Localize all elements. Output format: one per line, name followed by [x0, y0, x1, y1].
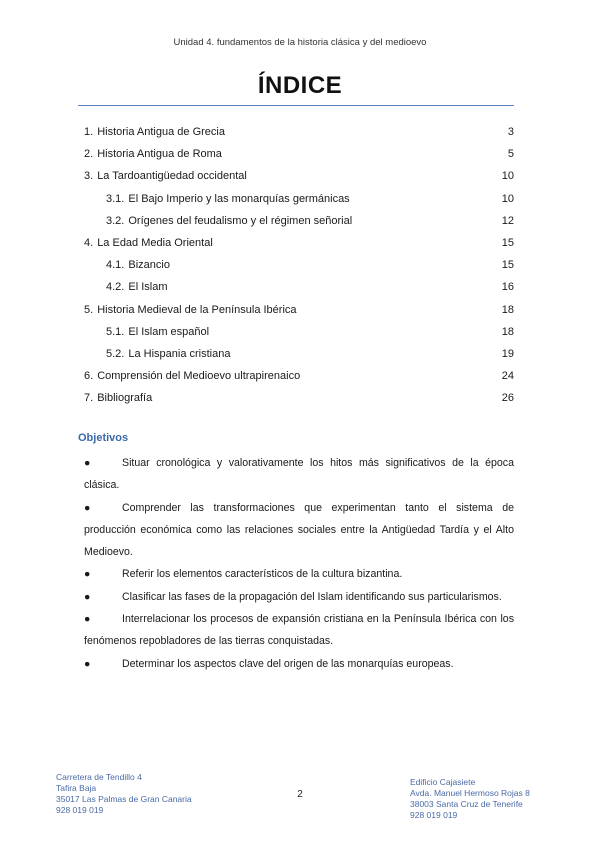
footer-address-right: [410, 777, 530, 821]
toc-number: 2.: [84, 148, 94, 161]
toc-label: Historia Medieval de la Península Ibérica: [97, 303, 297, 316]
objective-item: [84, 497, 514, 564]
toc-number: 7.: [84, 392, 94, 405]
toc-number: 5.1.: [106, 325, 125, 338]
toc-label: Historia Antigua de Grecia: [97, 126, 225, 139]
toc-number: 3.: [84, 170, 94, 183]
toc-number: 4.2.: [106, 281, 125, 294]
toc-entry-4-2[interactable]: [84, 276, 514, 298]
toc-number: 5.: [84, 303, 94, 316]
toc-entry-5[interactable]: [84, 299, 514, 321]
objective-text: Situar cronológica y valorativamente los hitos más significativos de la época clásica.: [84, 457, 514, 492]
objective-text: Comprender las transformaciones que experimentan tanto el sistema de producción económica como las relaciones sociales entre la Antigüedad Tardía y el Alto Medioevo.: [84, 501, 514, 559]
page-number: 2: [297, 789, 303, 800]
objective-text: Interrelacionar los procesos de expansión cristiana en la Península Ibérica con los fenómenos repobladores de las tierras conquistadas.: [84, 613, 514, 648]
toc-entry-1[interactable]: [84, 121, 514, 143]
objectives-list: [84, 452, 514, 675]
toc-label: La Edad Media Oriental: [97, 237, 213, 250]
toc-entry-3[interactable]: [84, 165, 514, 187]
bullet-icon: ●: [84, 457, 91, 469]
toc-label: Comprensión del Medioevo ultrapirenaico: [97, 370, 301, 383]
toc-label: El Islam español: [128, 325, 210, 338]
toc-entry-4-1[interactable]: [84, 254, 514, 276]
toc-label: Historia Antigua de Roma: [97, 148, 222, 161]
bullet-icon: ●: [84, 657, 91, 670]
toc-number: 6.: [84, 370, 94, 383]
footer-line: Avda. Manuel Hermoso Rojas 8: [410, 788, 530, 798]
toc-label: Bibliografía: [97, 392, 153, 405]
objective-item: [84, 608, 514, 653]
toc-page: 19: [501, 347, 514, 360]
toc-label: El Islam: [128, 281, 168, 294]
toc-entry-6[interactable]: [84, 365, 514, 387]
toc-page: 18: [501, 303, 514, 316]
footer-line: Edificio Cajasiete: [410, 777, 476, 787]
toc-page: 12: [501, 214, 514, 227]
toc-page: 3: [507, 126, 514, 139]
toc-label: La Tardoantigüedad occidental: [97, 170, 247, 183]
page-title: ÍNDICE: [257, 72, 343, 99]
footer-line: 38003 Santa Cruz de Tenerife: [410, 799, 523, 809]
footer-phone: 928 019 019: [56, 805, 104, 815]
toc-number: 3.2.: [106, 214, 125, 227]
toc-entry-3-1[interactable]: [84, 188, 514, 210]
toc-label: El Bajo Imperio y las monarquías germánicas: [128, 192, 350, 205]
toc-label: La Hispania cristiana: [128, 347, 231, 360]
toc-number: 4.1.: [106, 259, 125, 272]
toc-label: Bizancio: [128, 259, 170, 272]
objective-text: Determinar los aspectos clave del origen de las monarquías europeas.: [122, 657, 454, 670]
footer-address-left: [56, 772, 192, 816]
objective-text: Clasificar las fases de la propagación del Islam identificando sus particularismos.: [122, 590, 502, 603]
footer-line: 35017 Las Palmas de Gran Canaria: [56, 794, 192, 804]
toc-label: Orígenes del feudalismo y el régimen señorial: [128, 214, 353, 227]
toc-page: 15: [501, 237, 514, 250]
toc-page: 18: [501, 325, 514, 338]
toc-number: 1.: [84, 126, 94, 139]
toc-page: 16: [501, 281, 514, 294]
bullet-icon: ●: [84, 501, 91, 514]
toc-page: 15: [501, 259, 514, 272]
footer-phone: 928 019 019: [410, 810, 458, 820]
toc-entry-3-2[interactable]: [84, 210, 514, 232]
toc-entry-7[interactable]: [84, 387, 514, 409]
objective-text: Referir los elementos característicos de la cultura bizantina.: [122, 568, 403, 581]
toc-number: 4.: [84, 237, 94, 250]
title-divider: [78, 105, 514, 106]
toc-page: 5: [507, 148, 514, 161]
table-of-contents: [84, 121, 514, 409]
objectives-heading: Objetivos: [78, 432, 129, 444]
objective-item: [84, 586, 514, 608]
toc-entry-2[interactable]: [84, 143, 514, 165]
toc-page: 10: [501, 170, 514, 183]
bullet-icon: ●: [84, 590, 91, 603]
bullet-icon: ●: [84, 568, 91, 581]
footer-line: Carretera de Tendillo 4: [56, 772, 142, 782]
bullet-icon: ●: [84, 613, 91, 626]
toc-page: 26: [501, 392, 514, 405]
toc-entry-4[interactable]: [84, 232, 514, 254]
toc-entry-5-2[interactable]: [84, 343, 514, 365]
toc-page: 10: [501, 192, 514, 205]
footer-line: Tafira Baja: [56, 783, 97, 793]
toc-number: 5.2.: [106, 347, 125, 360]
toc-number: 3.1.: [106, 192, 125, 205]
objective-item: [84, 452, 514, 497]
running-header: Unidad 4. fundamentos de la historia clásica y del medioevo: [173, 37, 427, 48]
toc-page: 24: [501, 370, 514, 383]
objective-item: [84, 563, 514, 585]
objective-item: [84, 653, 514, 675]
toc-entry-5-1[interactable]: [84, 321, 514, 343]
